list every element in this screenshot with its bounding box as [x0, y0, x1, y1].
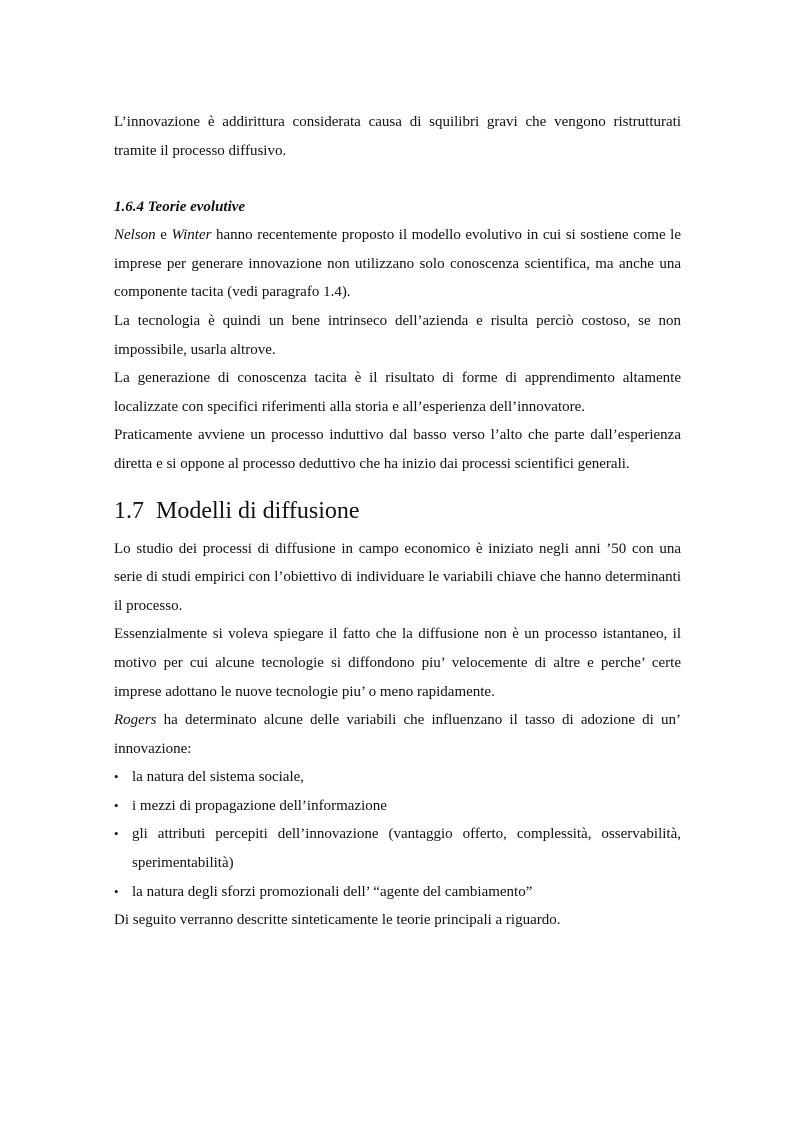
list-item — [114, 878, 681, 907]
paragraph-rogers — [114, 706, 681, 763]
intro-paragraph: L’innovazione è addirittura considerata causa di squilibri gravi che vengono ristrutturati tramite il processo diffusivo. — [114, 114, 681, 159]
paragraph-closing: Di seguito verranno descritte sinteticamente le teorie principali a riguardo. — [114, 912, 561, 929]
section-title: Modelli di diffusione — [156, 497, 360, 524]
paragraph-processo-induttivo: Praticamente avviene un processo induttivo dal basso verso l’alto che parte dall’esperienza diretta e si oppone al processo deduttivo che ha inizio dai processi scientifici generali. — [114, 427, 681, 472]
paragraph-conoscenza-tacita: La generazione di conoscenza tacita è il risultato di forme di apprendimento altamente localizzate con specifici riferimenti alla storia e all’esperienza dell’innovatore. — [114, 370, 681, 415]
paragraph-text: ha determinato alcune delle variabili che influenzano il tasso di adozione di un’ innovazione: — [114, 712, 681, 757]
bullet-icon: • — [114, 797, 119, 813]
paragraph-essenzialmente: Essenzialmente si voleva spiegare il fatto che la diffusione non è un processo istantaneo, il motivo per cui alcune tecnologie si diffondono piu’ velocemente di altre e perche’ certe imprese adottano le nuove tecnologie piu’ o meno rapidamente. — [114, 626, 681, 700]
list-item-text: la natura degli sforzi promozionali dell’ “agente del cambiamento” — [132, 883, 533, 900]
author-nelson: Nelson — [114, 227, 156, 244]
paragraph-text: hanno recentemente proposto il modello evolutivo in cui si sostiene come le imprese per generare innovazione non utilizzano solo conoscenza scientifica, ma anche una componente tacita (vedi paragrafo 1.4). — [114, 227, 681, 301]
variables-list — [114, 763, 681, 906]
list-item-text: gli attributi percepiti dell’innovazione (vantaggio offerto, complessità, osservabilità, sperimentabilità) — [132, 826, 681, 872]
subsection-heading: 1.6.4 Teorie evolutive — [114, 199, 246, 216]
conjunction: e — [155, 227, 172, 244]
list-item — [114, 792, 681, 821]
bullet-icon: • — [114, 769, 119, 785]
bullet-icon: • — [114, 826, 119, 842]
paragraph-nelson-winter — [114, 221, 681, 307]
section-number: 1.7 — [114, 497, 144, 524]
list-item-text: la natura del sistema sociale, — [132, 769, 305, 786]
paragraph-tecnologia: La tecnologia è quindi un bene intrinseco dell’azienda e risulta perciò costoso, se non impossibile, usarla altrove. — [114, 312, 681, 358]
list-item — [114, 820, 681, 877]
list-item-text: i mezzi di propagazione dell’informazione — [132, 797, 387, 814]
author-rogers: Rogers — [114, 712, 157, 729]
bullet-icon: • — [114, 883, 119, 899]
document-page — [114, 108, 681, 935]
paragraph-studio-processi: Lo studio dei processi di diffusione in campo economico è iniziato negli anni ’50 con una serie di studi empirici con l’obiettivo di individuare le variabili chiave che hanno determinanti il processo. — [114, 540, 681, 614]
author-winter: Winter — [171, 227, 212, 244]
section-heading — [114, 493, 681, 529]
list-item — [114, 763, 681, 792]
